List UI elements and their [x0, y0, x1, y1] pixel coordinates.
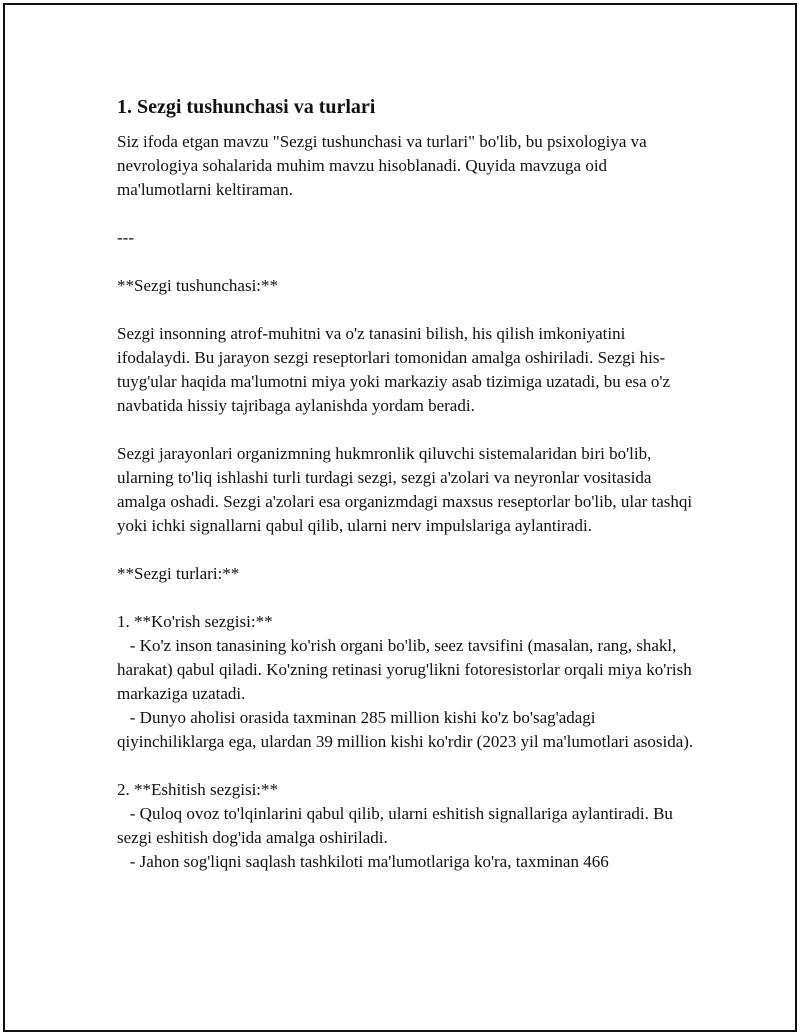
concept-paragraph-1: Sezgi insonning atrof-muhitni va o'z tanasini bilish, his qilish imkoniyatini ifodalaydi. Bu jarayon sezgi reseptorlari tomonidan amalga oshiriladi. Sezgi his-tuyg'ular haqida ma'lumotni miya yoki markaziy asab tizimiga uzatadi, bu esa o'z navbatida hissiy tajribaga aylanishda yordam beradi. [117, 324, 675, 415]
document-heading: 1. Sezgi tushunchasi va turlari [117, 96, 376, 118]
list-item-point: - Dunyo aholisi orasida taxminan 285 million kishi ko'z bo'sag'adagi qiyinchiliklarga ega, ulardan 39 million kishi ko'rdir (2023 yil ma'lumotlari asosida). [117, 708, 694, 751]
spacer [117, 202, 697, 226]
spacer [117, 586, 697, 610]
intro-paragraph: Siz ifoda etgan mavzu "Sezgi tushunchasi va turlari" bo'lib, bu psixologiya va nevrologiya sohalarida muhim mavzu hisoblanadi. Quyida mavzuga oid ma'lumotlarni keltiraman. [117, 132, 651, 199]
list-item-point: - Jahon sog'liqni saqlash tashkiloti ma'lumotlariga ko'ra, taxminan 466 [117, 852, 609, 871]
section-title-concept: **Sezgi tushunchasi:** [117, 276, 279, 295]
list-item-title-vision: 1. **Ko'rish sezgisi:** [117, 612, 273, 631]
spacer [117, 250, 697, 274]
separator-line: --- [117, 228, 134, 247]
list-item-point: - Quloq ovoz to'lqinlarini qabul qilib, ularni eshitish signallariga aylantiradi. Bu sezgi eshitish dog'ida amalga oshiriladi. [117, 804, 678, 847]
spacer [117, 754, 697, 778]
spacer [117, 538, 697, 562]
concept-paragraph-2: Sezgi jarayonlari organizmning hukmronlik qiluvchi sistemalaridan biri bo'lib, ularning to'liq ishlashi turli turdagi sezgi, sezgi a'zolari va neyronlar vositasida amalga oshadi. Sezgi a'zolari esa organizmdagi maxsus reseptorlar bo'lib, ular tashqi yoki ichki signallarni qabul qilib, ularni nerv impulslariga aylantiradi. [117, 444, 697, 535]
spacer [117, 298, 697, 322]
list-item-point: - Ko'z inson tanasining ko'rish organi bo'lib, seez tavsifini (masalan, rang, shakl, harakat) qabul qiladi. Ko'zning retinasi yorug'likni fotoresistorlar orqali miya ko'rish markaziga uzatadi. [117, 636, 697, 703]
list-item-title-hearing: 2. **Eshitish sezgisi:** [117, 780, 279, 799]
section-title-types: **Sezgi turlari:** [117, 564, 240, 583]
document-body [117, 94, 697, 874]
spacer [117, 418, 697, 442]
